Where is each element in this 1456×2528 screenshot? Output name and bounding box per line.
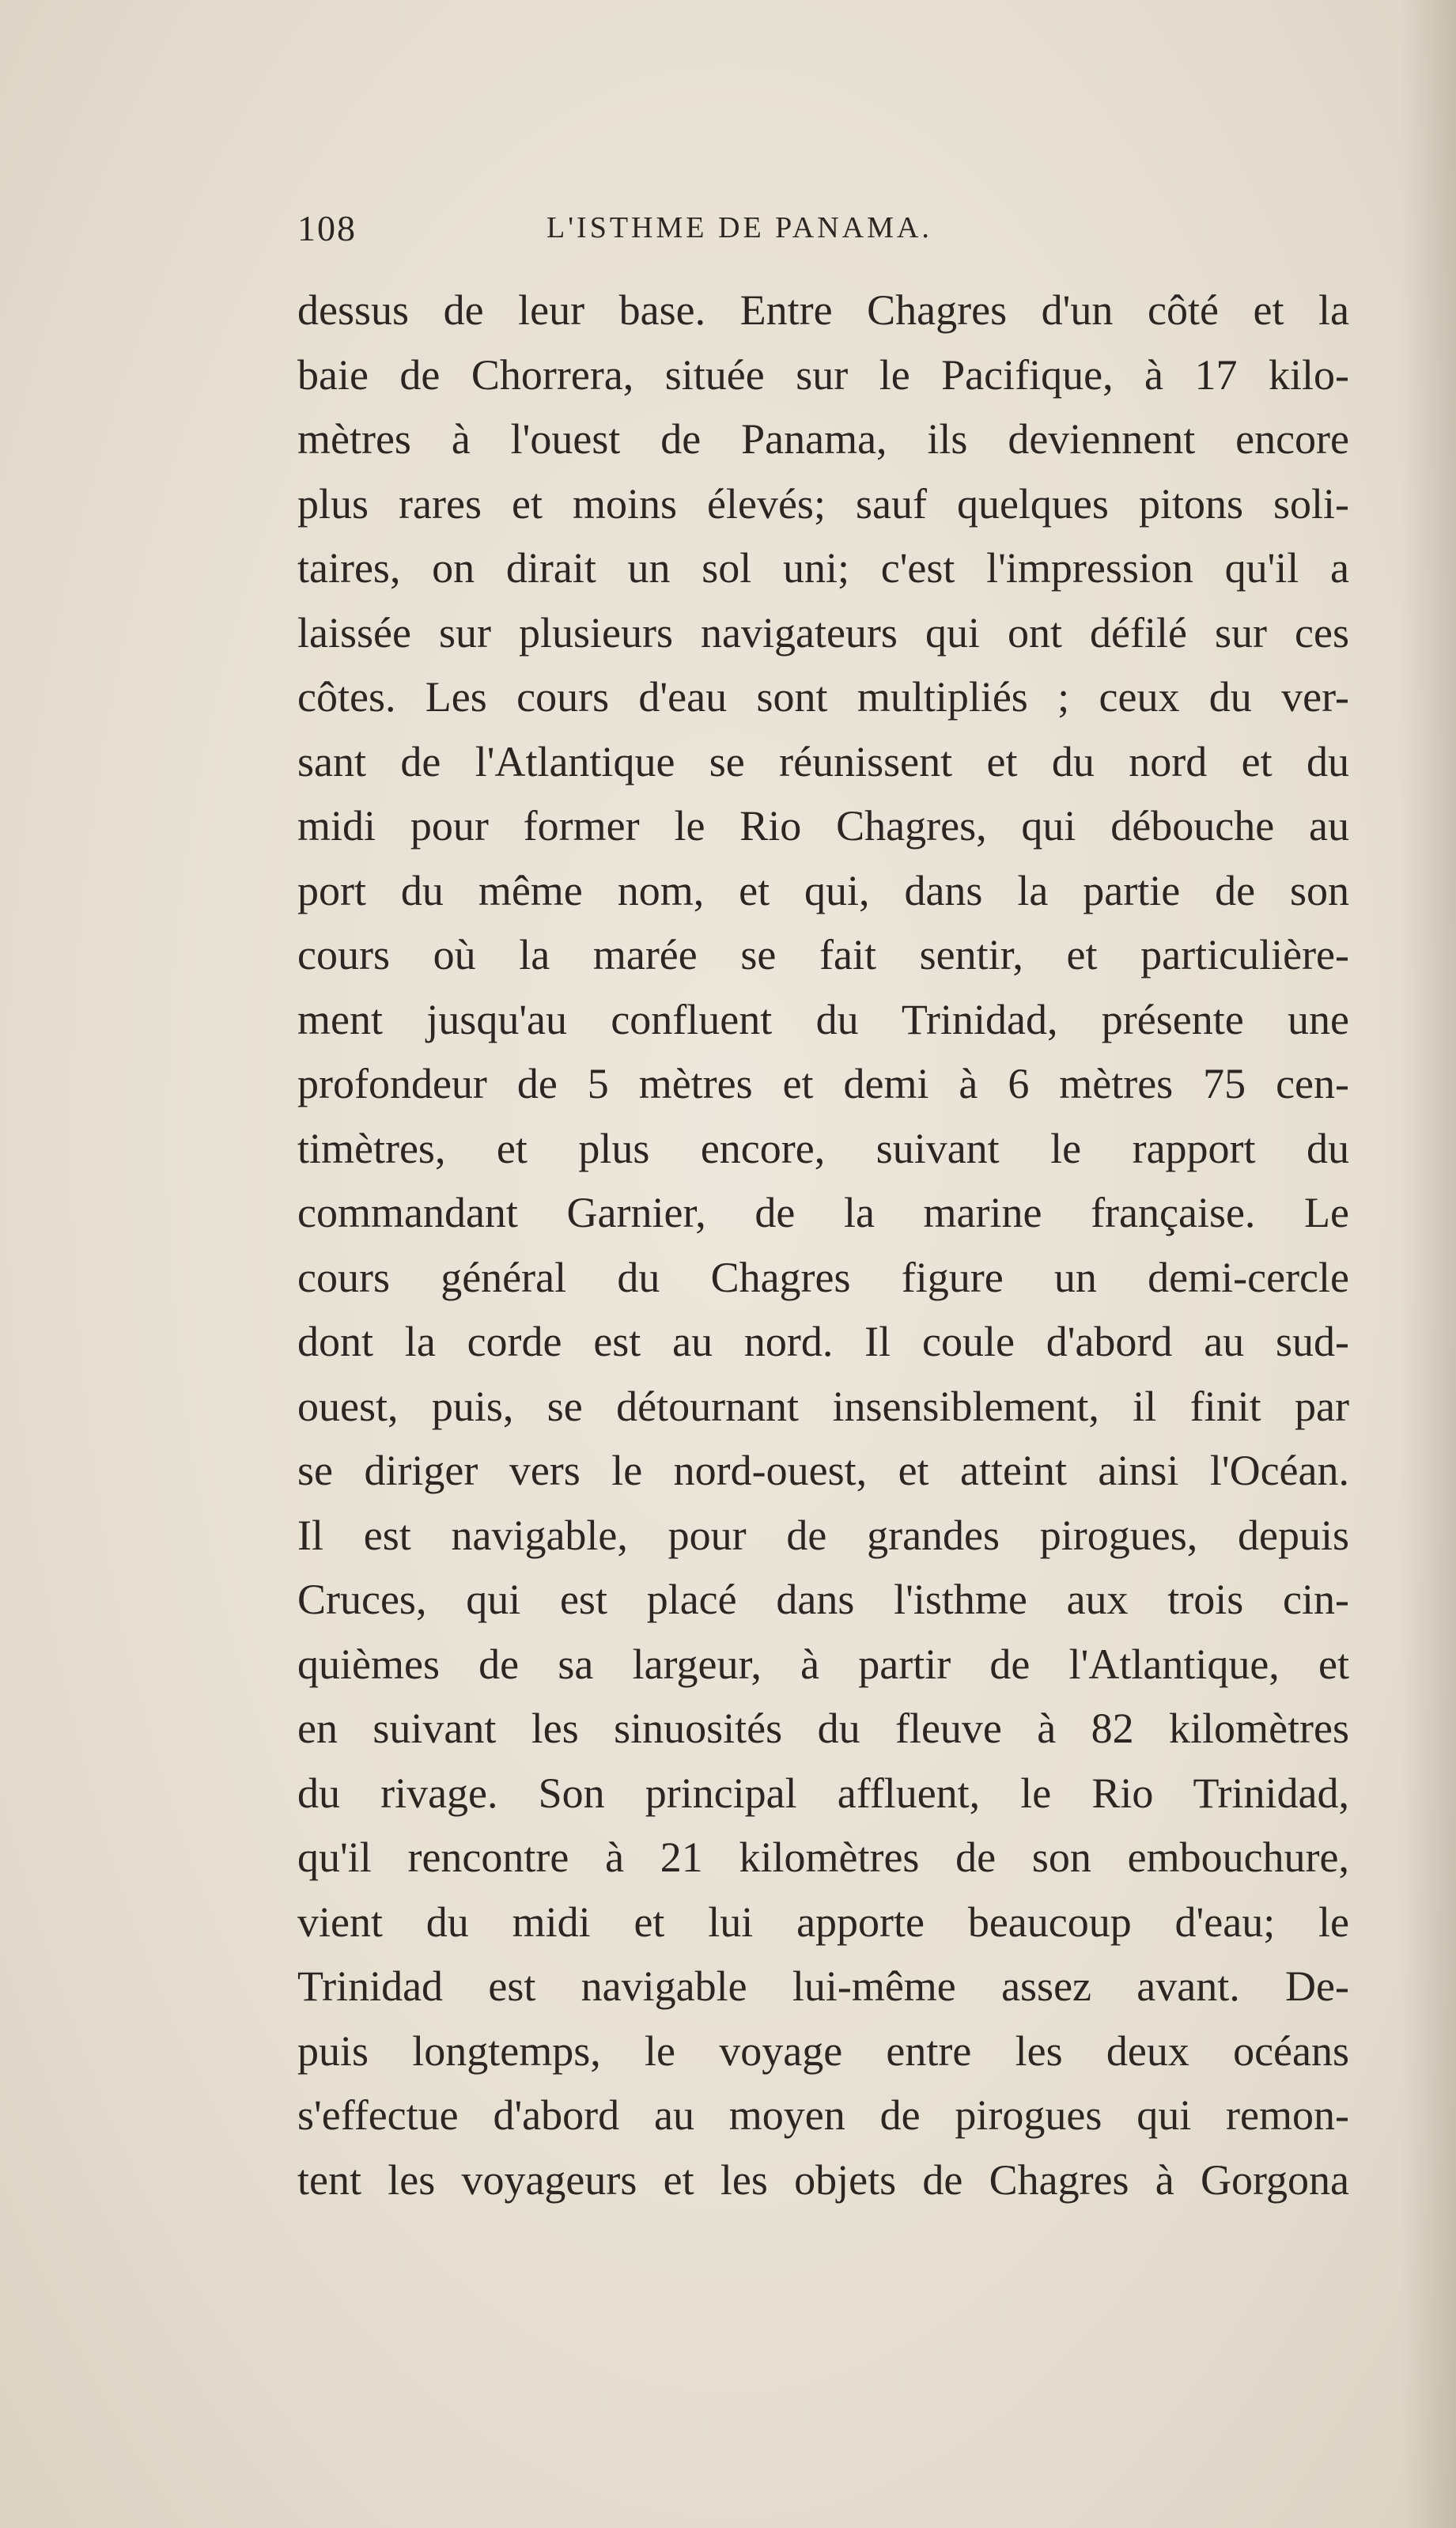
text-line: cours où la marée se fait sentir, et particulière-: [297, 931, 1349, 978]
text-line: taires, on dirait un sol uni; c'est l'impression qu'il a: [297, 544, 1349, 592]
text-line: vient du midi et lui apporte beaucoup d'eau; le: [297, 1898, 1349, 1946]
text-line: ment jusqu'au confluent du Trinidad, présente une: [297, 995, 1349, 1043]
text-line: s'effectue d'abord au moyen de pirogues qui remon-: [297, 2091, 1349, 2139]
text-line: qu'il rencontre à 21 kilomètres de son embouchure,: [297, 1834, 1349, 1881]
running-title: L'ISTHME DE PANAMA.: [546, 211, 932, 244]
text-line: quièmes de sa largeur, à partir de l'Atlantique, et: [297, 1640, 1349, 1688]
text-line: se diriger vers le nord-ouest, et atteint ainsi l'Océan.: [297, 1447, 1349, 1494]
text-line: Il est navigable, pour de grandes pirogues, depuis: [297, 1511, 1349, 1559]
text-line: cours général du Chagres figure un demi-cercle: [297, 1253, 1349, 1301]
text-line: dessus de leur base. Entre Chagres d'un côté et la: [297, 286, 1349, 334]
text-line: en suivant les sinuosités du fleuve à 82 kilomètres: [297, 1705, 1349, 1752]
text-line: du rivage. Son principal affluent, le Rio Trinidad,: [297, 1769, 1349, 1817]
text-line: commandant Garnier, de la marine française. Le: [297, 1189, 1349, 1236]
text-line: côtes. Les cours d'eau sont multipliés ; ceux du ver-: [297, 673, 1349, 721]
text-line: sant de l'Atlantique se réunissent et du nord et du: [297, 737, 1349, 785]
page-number: 108: [297, 208, 357, 248]
text-line: puis longtemps, le voyage entre les deux océans: [297, 2027, 1349, 2075]
text-line: mètres à l'ouest de Panama, ils deviennent encore: [297, 415, 1349, 463]
text-line: plus rares et moins élevés; sauf quelques pitons soli-: [297, 479, 1349, 528]
text-line: baie de Chorrera, située sur le Pacifique, à 17 kilo-: [297, 350, 1349, 399]
text-line: port du même nom, et qui, dans la partie de son: [297, 866, 1349, 914]
text-line: Cruces, qui est placé dans l'isthme aux trois cin-: [297, 1576, 1349, 1623]
text-line: profondeur de 5 mètres et demi à 6 mètres 75 cen-: [297, 1060, 1349, 1107]
text-line: timètres, et plus encore, suivant le rapport du: [297, 1124, 1349, 1172]
text-line: laissée sur plusieurs navigateurs qui ont défilé sur ces: [297, 608, 1349, 657]
text-line: midi pour former le Rio Chagres, qui débouche au: [297, 802, 1349, 850]
text-line: Trinidad est navigable lui-même assez avant. De-: [297, 1962, 1349, 2010]
text-line: ouest, puis, se détournant insensiblement, il finit par: [297, 1382, 1349, 1430]
running-head: [297, 207, 1349, 255]
text-line: dont la corde est au nord. Il coule d'abord au sud-: [297, 1318, 1349, 1365]
text-line: tent les voyageurs et les objets de Chagres à Gorgona: [297, 2155, 1349, 2204]
body-text: [297, 278, 1349, 2212]
